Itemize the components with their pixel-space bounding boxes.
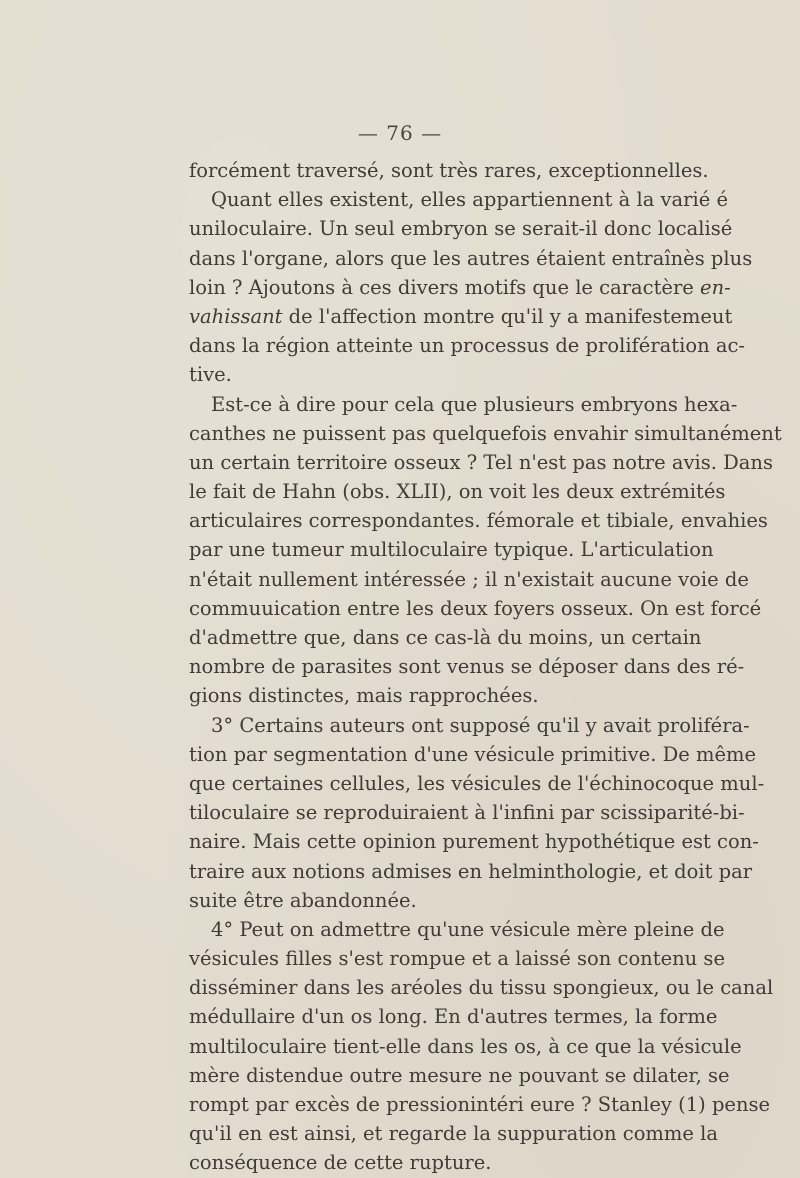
text-line: mère distendue outre mesure ne pouvant se dilater, se (189, 1063, 730, 1087)
text-line: dans la région atteinte un processus de prolifération ac- (189, 334, 745, 358)
text-line: que certaines cellules, les vésicules de l'échinocoque mul- (189, 771, 765, 795)
text-line: loin ? Ajoutons à ces divers motifs que le caractère en- (189, 275, 731, 299)
text-line: n'était nullement intéressée ; il n'existait aucune voie de (189, 567, 749, 591)
text-line: un certain territoire osseux ? Tel n'est pas notre avis. Dans (189, 450, 773, 474)
text-line: qu'il en est ainsi, et regarde la suppuration comme la (189, 1122, 719, 1146)
text-line: tiloculaire se reproduiraient à l'infini par scissiparité-bi- (189, 801, 745, 825)
text-line: uniloculaire. Un seul embryon se serait-il donc localisé (189, 217, 733, 241)
text-line: canthes ne puissent pas quelquefois envahir simultanément (189, 421, 782, 445)
text-line: Est-ce à dire pour cela que plusieurs embryons hexa- (211, 392, 738, 416)
text-line: conséquence de cette rupture. (189, 1151, 492, 1175)
body-text (189, 156, 782, 1178)
text-line: forcément traversé, sont très rares, exceptionnelles. (189, 159, 709, 182)
text-line: vahissant de l'affection montre qu'il y a manifestemeut (189, 304, 733, 328)
text-line: d'admettre que, dans ce cas-là du moins, un certain (189, 626, 702, 649)
text-line: articulaires correspondantes. fémorale et tibiale, envahies (189, 509, 768, 533)
text-line: commuuication entre les deux foyers osseux. On est forcé (189, 596, 762, 620)
text-line: par une tumeur multiloculaire typique. L'articulation (189, 538, 714, 562)
text-line: rompt par excès de pressionintéri eure ? Stanley (1) pense (189, 1093, 771, 1116)
text-line: 4° Peut on admettre qu'une vésicule mère pleine de (211, 917, 725, 941)
text-line: Quant elles existent, elles appartiennent à la varié é (211, 188, 728, 212)
text-line: disséminer dans les aréoles du tissu spongieux, ou le canal (189, 976, 774, 1000)
text-line: multiloculaire tient-elle dans les os, à ce que la vésicule (189, 1034, 742, 1058)
text-line: tion par segmentation d'une vésicule primitive. De même (189, 742, 757, 766)
text-line: gions distinctes, mais rapprochées. (189, 684, 539, 708)
page-number: — 76 — (357, 121, 443, 145)
text-line: dans l'organe, alors que les autres étaient entraînès plus (189, 246, 753, 270)
text-line: médullaire d'un os long. En d'autres termes, la forme (189, 1005, 718, 1029)
text-line: nombre de parasites sont venus se déposer dans des ré- (189, 655, 745, 679)
text-line: suite être abandonnée. (189, 888, 417, 912)
text-line: traire aux notions admises en helminthologie, et doit par (189, 859, 753, 883)
text-line: 3° Certains auteurs ont supposé qu'il y avait proliféra- (211, 713, 750, 737)
text-line: le fait de Hahn (obs. XLII), on voit les deux extrémités (189, 480, 726, 504)
text-line: naire. Mais cette opinion purement hypothétique est con- (189, 830, 759, 854)
text-line: vésicules filles s'est rompue et a laissé son contenu se (189, 947, 725, 971)
text-line: tive. (189, 363, 232, 387)
